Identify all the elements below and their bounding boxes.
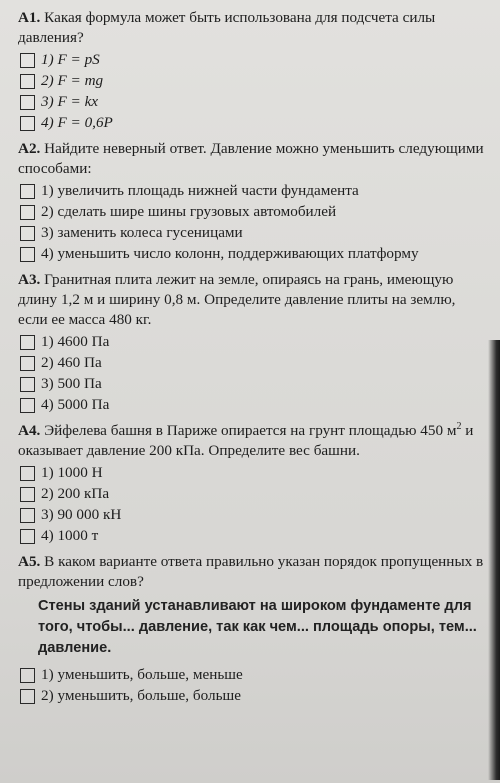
answer-option[interactable]: 4) F = 0,6P <box>20 113 484 133</box>
answer-option[interactable]: 2) 200 кПа <box>20 484 484 504</box>
checkbox[interactable] <box>20 184 35 199</box>
checkbox[interactable] <box>20 74 35 89</box>
answer-option[interactable]: 1) 1000 Н <box>20 463 484 483</box>
question-a4 <box>18 421 484 546</box>
options-list <box>20 181 484 264</box>
options-list <box>20 665 484 706</box>
answer-option[interactable]: 3) 90 000 кН <box>20 505 484 525</box>
question-text: А5. В каком варианте ответа правильно указан порядок пропущенных в предложении слов? <box>18 553 484 590</box>
answer-option[interactable]: 2) уменьшить, больше, больше <box>20 686 484 706</box>
checkbox[interactable] <box>20 487 35 502</box>
checkbox[interactable] <box>20 356 35 371</box>
answer-option[interactable]: 1) F = pS <box>20 50 484 70</box>
answer-option[interactable]: 1) 4600 Па <box>20 332 484 352</box>
answer-option[interactable]: 1) увеличить площадь нижней части фундамента <box>20 181 484 201</box>
answer-option[interactable]: 3) заменить колеса гусеницами <box>20 223 484 243</box>
checkbox[interactable] <box>20 689 35 704</box>
question-a2 <box>18 139 484 264</box>
question-text: А4. Эйфелева башня в Париже опирается на грунт площадью 450 $м^2$ и оказывает давление 200 кПа. Определите вес башни. <box>18 420 474 459</box>
answer-option[interactable]: 4) уменьшить число колонн, поддерживающих платформу <box>20 244 484 264</box>
options-list <box>20 50 484 133</box>
options-list <box>20 463 484 546</box>
question-text: А2. Найдите неверный ответ. Давление можно уменьшить следующими способами: <box>18 140 484 177</box>
question-text: А3. Гранитная плита лежит на земле, опираясь на грань, имеющую длину 1,2 м и ширину 0,8 м. Определите давление плиты на землю, если ее масса 480 кг. <box>18 271 456 328</box>
question-a3 <box>18 270 484 415</box>
checkbox[interactable] <box>20 398 35 413</box>
checkbox[interactable] <box>20 116 35 131</box>
checkbox[interactable] <box>20 53 35 68</box>
answer-option[interactable]: 1) уменьшить, больше, меньше <box>20 665 484 685</box>
checkbox[interactable] <box>20 95 35 110</box>
checkbox[interactable] <box>20 226 35 241</box>
checkbox[interactable] <box>20 335 35 350</box>
checkbox[interactable] <box>20 377 35 392</box>
checkbox[interactable] <box>20 205 35 220</box>
options-list <box>20 332 484 415</box>
question-a5 <box>18 552 484 706</box>
checkbox[interactable] <box>20 466 35 481</box>
checkbox[interactable] <box>20 529 35 544</box>
question-text: А1. Какая формула может быть использована для подсчета силы давления? <box>18 9 436 46</box>
answer-option[interactable]: 2) 460 Па <box>20 353 484 373</box>
answer-option[interactable]: 4) 1000 т <box>20 526 484 546</box>
page-edge-shadow <box>488 340 500 780</box>
answer-option[interactable]: 2) сделать шире шины грузовых автомобилей <box>20 202 484 222</box>
checkbox[interactable] <box>20 247 35 262</box>
checkbox[interactable] <box>20 508 35 523</box>
answer-option[interactable]: 4) 5000 Па <box>20 395 484 415</box>
answer-option[interactable]: 2) F = mg <box>20 71 484 91</box>
answer-option[interactable]: 3) F = kx <box>20 92 484 112</box>
answer-option[interactable]: 3) 500 Па <box>20 374 484 394</box>
checkbox[interactable] <box>20 668 35 683</box>
fill-in-statement: Стены зданий устанавливают на широком фундаменте для того, чтобы... давление, так как чем... площадь опоры, тем... давление. <box>38 598 477 656</box>
questions-list <box>18 8 484 712</box>
question-a1 <box>18 8 484 133</box>
